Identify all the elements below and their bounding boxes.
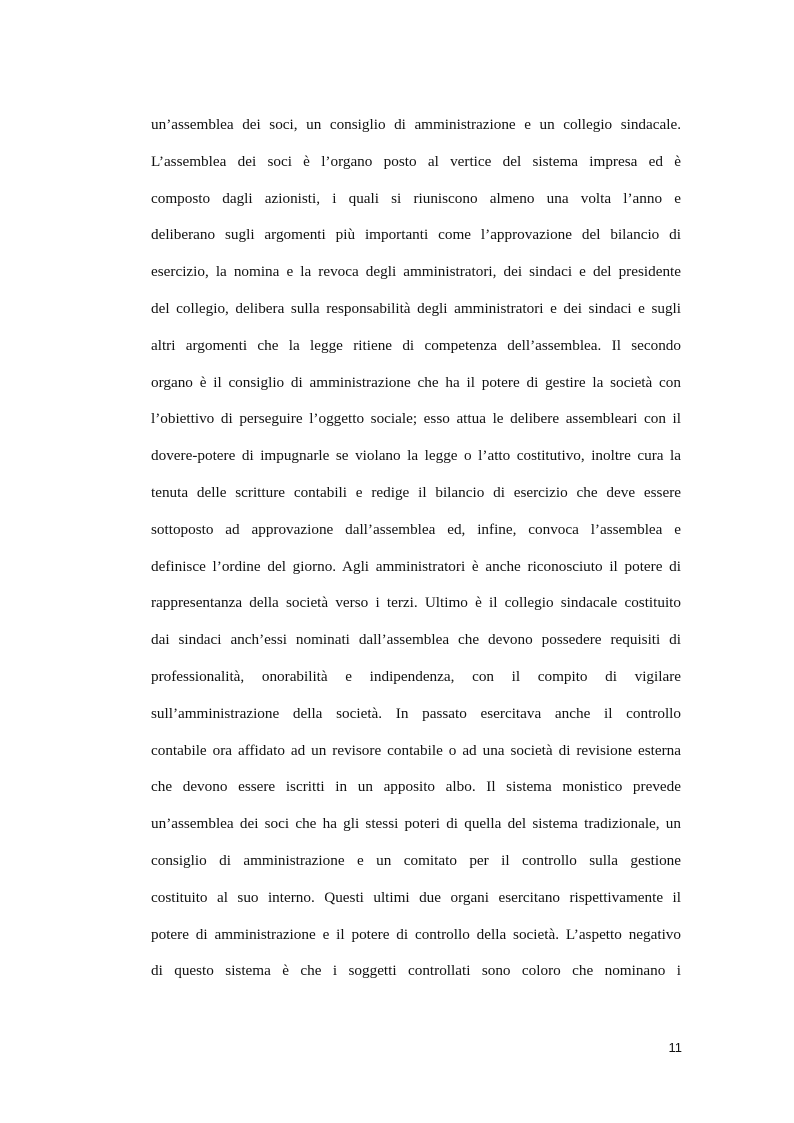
text-line: organo è il consiglio di amministrazione che ha il potere di gestire la società con	[151, 373, 681, 391]
text-line: costituito al suo interno. Questi ultimi due organi esercitano rispettivamente il	[151, 888, 681, 906]
text-line: di questo sistema è che i soggetti controllati sono coloro che nominano i	[151, 962, 681, 980]
text-line: esercizio, la nomina e la revoca degli amministratori, dei sindaci e del presidente	[151, 263, 681, 281]
text-line: professionalità, onorabilità e indipendenza, con il compito di vigilare	[151, 667, 681, 685]
text-line: consiglio di amministrazione e un comitato per il controllo sulla gestione	[151, 851, 681, 869]
text-line: l’obiettivo di perseguire l’oggetto sociale; esso attua le delibere assembleari con il	[151, 410, 681, 428]
text-line: definisce l’ordine del giorno. Agli amministratori è anche riconosciuto il potere di	[151, 557, 681, 575]
text-line: del collegio, delibera sulla responsabilità degli amministratori e dei sindaci e sugli	[151, 299, 681, 317]
text-line: L’assemblea dei soci è l’organo posto al vertice del sistema impresa ed è	[151, 152, 681, 170]
text-line: che devono essere iscritti in un apposito albo. Il sistema monistico prevede	[151, 778, 681, 796]
text-line: potere di amministrazione e il potere di controllo della società. L’aspetto negativo	[151, 925, 681, 943]
text-line: deliberano sugli argomenti più importanti come l’approvazione del bilancio di	[151, 226, 681, 244]
text-line: dovere-potere di impugnarle se violano la legge o l’atto costitutivo, inoltre cura la	[151, 447, 681, 465]
page-number: 11	[668, 1040, 682, 1055]
text-line: un’assemblea dei soci che ha gli stessi poteri di quella del sistema tradizionale, un	[151, 815, 681, 833]
text-line: sull’amministrazione della società. In passato esercitava anche il controllo	[151, 704, 681, 722]
body-text	[151, 111, 681, 994]
text-line: tenuta delle scritture contabili e redige il bilancio di esercizio che deve essere	[151, 483, 681, 501]
text-line: composto dagli azionisti, i quali si riuniscono almeno una volta l’anno e	[151, 189, 681, 207]
text-line: altri argomenti che la legge ritiene di competenza dell’assemblea. Il secondo	[151, 336, 681, 354]
text-line: contabile ora affidato ad un revisore contabile o ad una società di revisione esterna	[151, 741, 681, 759]
text-line: sottoposto ad approvazione dall’assemblea ed, infine, convoca l’assemblea e	[151, 520, 681, 538]
text-line: rappresentanza della società verso i terzi. Ultimo è il collegio sindacale costituito	[151, 594, 681, 612]
text-line: dai sindaci anch’essi nominati dall’assemblea che devono possedere requisiti di	[151, 631, 681, 649]
text-line: un’assemblea dei soci, un consiglio di amministrazione e un collegio sindacale.	[151, 116, 681, 133]
